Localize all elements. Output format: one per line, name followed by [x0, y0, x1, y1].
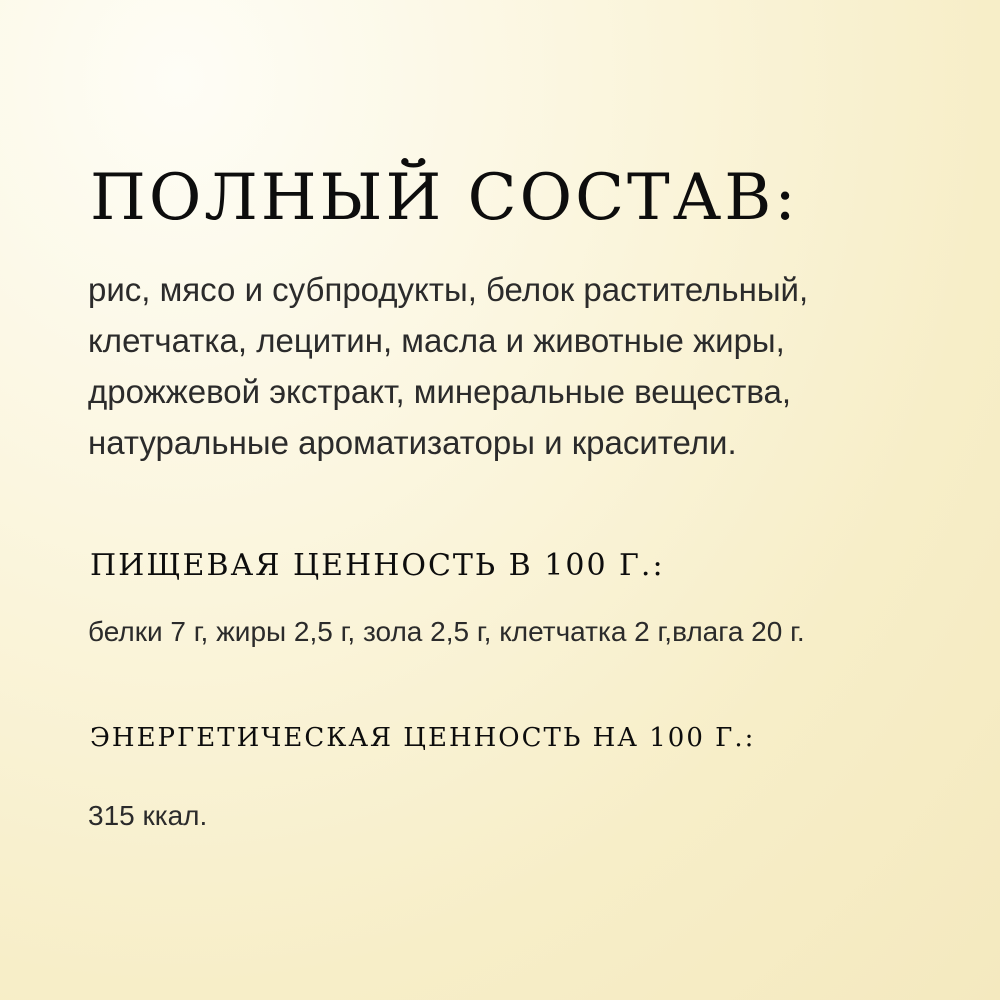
energy-value: 315 ккал.	[88, 800, 208, 831]
composition-line: натуральные ароматизаторы и красители.	[88, 424, 737, 461]
composition-line: рис, мясо и субпродукты, белок растительный,	[88, 271, 809, 308]
nutrition-heading: ПИЩЕВАЯ ЦЕННОСТЬ В 100 Г.:	[90, 548, 665, 583]
nutrition-values: белки 7 г, жиры 2,5 г, зола 2,5 г, клетчатка 2 г,влага 20 г.	[88, 616, 805, 647]
energy-heading: ЭНЕРГЕТИЧЕСКАЯ ЦЕННОСТЬ НА 100 Г.:	[90, 723, 756, 753]
composition-line: клетчатка, лецитин, масла и животные жиры,	[88, 322, 785, 359]
composition-text	[88, 264, 948, 468]
composition-line: дрожжевой экстракт, минеральные вещества,	[88, 373, 792, 410]
page-title: ПОЛНЫЙ СОСТАВ:	[90, 161, 799, 235]
